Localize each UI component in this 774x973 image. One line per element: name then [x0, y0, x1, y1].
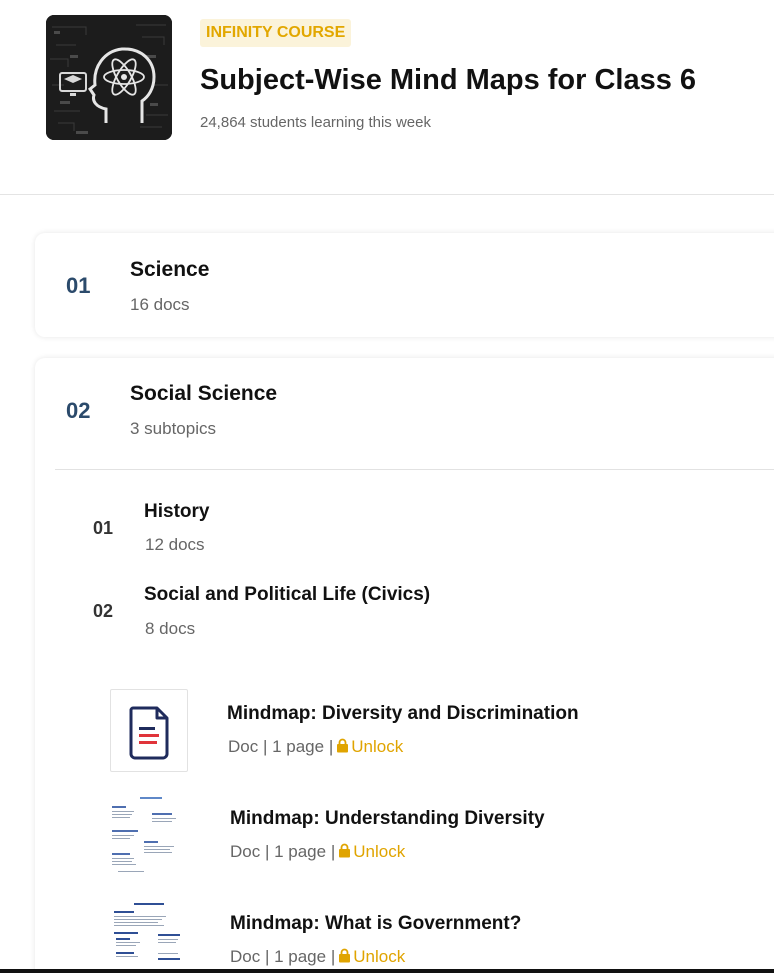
course-title: Subject-Wise Mind Maps for Class 6 [200, 64, 697, 96]
subtopic-number: 02 [93, 601, 114, 621]
doc-thumbnail [110, 898, 188, 973]
doc-meta [230, 842, 405, 862]
mindmap-preview-icon [110, 793, 188, 876]
window-bottom-edge [0, 969, 774, 973]
unlock-link[interactable]: Unlock [351, 737, 404, 756]
course-learner-count: 24,864 students learning this week [200, 114, 431, 131]
infinity-course-badge: INFINITY COURSE [200, 19, 351, 47]
lock-icon [336, 738, 349, 753]
doc-title: Mindmap: What is Government? [230, 913, 522, 934]
section-doc-count: 16 docs [130, 295, 190, 314]
doc-meta [228, 737, 403, 757]
course-thumbnail[interactable] [46, 15, 172, 140]
section-card-social-science [35, 358, 774, 973]
section-card-science[interactable] [35, 233, 774, 337]
doc-meta-text: Doc | 1 page | [230, 842, 336, 861]
doc-thumbnail [110, 793, 188, 876]
section-title: Social Science [130, 382, 278, 405]
doc-title: Mindmap: Understanding Diversity [230, 808, 545, 829]
subtopic-title: Social and Political Life (Civics) [144, 584, 431, 605]
doc-meta [230, 947, 405, 967]
doc-thumbnail [110, 689, 188, 772]
lock-icon [338, 843, 351, 858]
unlock-link[interactable]: Unlock [353, 842, 406, 861]
subtopic-doc-count: 12 docs [145, 535, 205, 554]
doc-meta-text: Doc | 1 page | [230, 947, 336, 966]
lock-icon [338, 948, 351, 963]
section-number: 02 [66, 398, 91, 423]
mindmap-preview-icon [110, 898, 188, 973]
section-title: Science [130, 258, 210, 281]
subtopic-title: History [144, 501, 210, 522]
course-header [0, 0, 774, 195]
section-divider [55, 469, 774, 470]
subtopic-doc-count: 8 docs [145, 619, 196, 638]
doc-title: Mindmap: Diversity and Discrimination [227, 703, 579, 724]
doc-meta-text: Doc | 1 page | [228, 737, 334, 756]
section-subtopic-count: 3 subtopics [130, 419, 216, 438]
brain-atom-icon [46, 15, 172, 140]
subtopic-number: 01 [93, 518, 114, 538]
unlock-link[interactable]: Unlock [353, 947, 406, 966]
document-icon [111, 690, 189, 773]
section-number: 01 [66, 273, 91, 298]
